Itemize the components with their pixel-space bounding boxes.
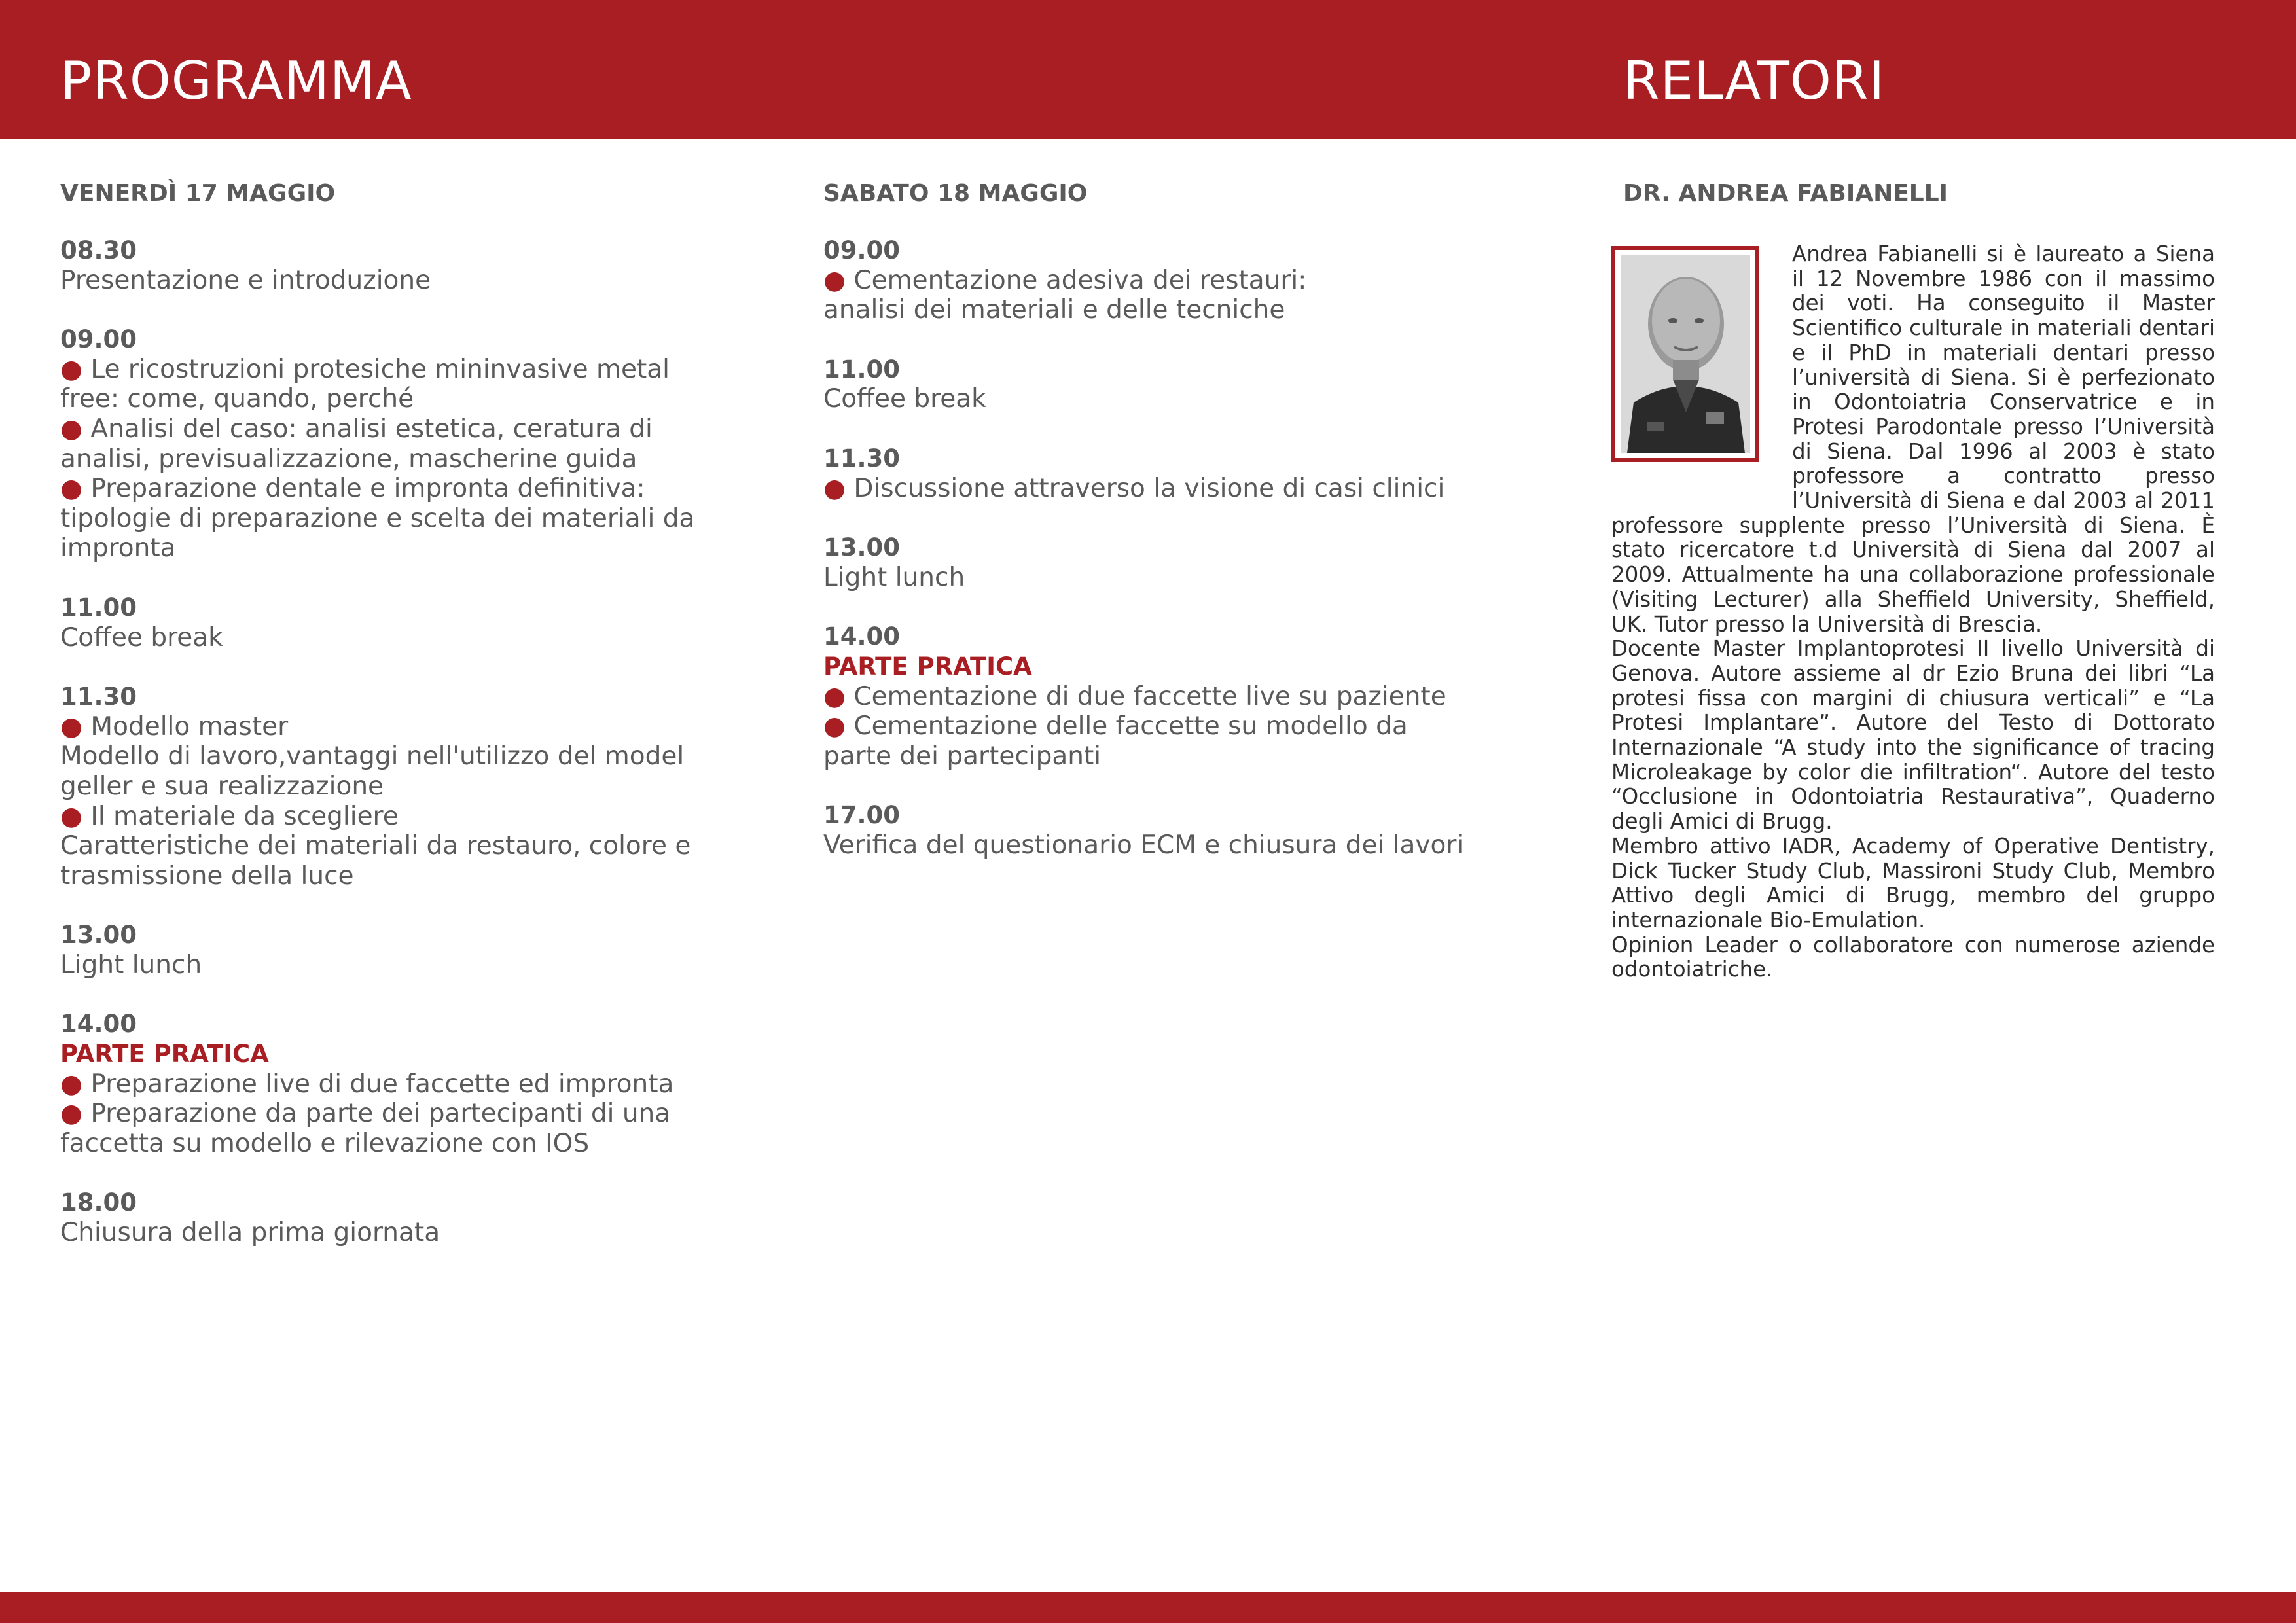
schedule-time: 11.00	[60, 593, 137, 622]
speaker-bio	[1611, 242, 2215, 982]
schedule-time: 08.30	[60, 236, 137, 264]
schedule-block	[60, 1009, 754, 1158]
schedule-line	[60, 1069, 754, 1099]
bullet-icon: ●	[60, 354, 83, 384]
saturday-schedule	[823, 175, 1517, 890]
schedule-line	[60, 474, 754, 504]
line-text: Analisi del caso: analisi estetica, ceratura di	[82, 414, 653, 444]
relatori-title: RELATORI	[1623, 50, 1886, 111]
line-text: Light lunch	[60, 950, 202, 980]
schedule-time: 18.00	[60, 1188, 137, 1217]
line-text: Preparazione dentale e impronta definitiva:	[82, 474, 645, 504]
schedule-line	[60, 950, 754, 980]
schedule-time: 11.00	[823, 355, 901, 383]
schedule-line	[60, 1099, 754, 1129]
line-text: analisi dei materiali e delle tecniche	[823, 295, 1285, 325]
line-text: Chiusura della prima giornata	[60, 1218, 440, 1248]
line-text: Modello di lavoro,vantaggi nell'utilizzo del model	[60, 741, 685, 772]
schedule-line	[60, 772, 754, 802]
line-text: Preparazione da parte dei partecipanti di una	[82, 1099, 671, 1129]
schedule-time: 17.00	[823, 801, 901, 830]
bullet-icon: ●	[60, 1099, 83, 1129]
schedule-line	[60, 1129, 754, 1159]
bio-paragraph: Membro attivo IADR, Academy of Operative Dentistry, Dick Tucker Study Club, Massironi Study Club, Membro Attivo degli Amici di Brugg, membro del gruppo internazionale Bio-Emulation.	[1611, 833, 2215, 933]
line-text: geller e sua realizzazione	[60, 771, 384, 801]
line-text: Preparazione live di due faccette ed impronta	[82, 1069, 674, 1099]
schedule-block	[823, 800, 1517, 860]
schedule-line	[60, 444, 754, 474]
line-text: PARTE PRATICA	[60, 1040, 269, 1069]
schedule-block	[823, 533, 1517, 592]
section-heading	[60, 1039, 754, 1069]
line-text: free: come, quando, perché	[60, 384, 414, 414]
schedule-block	[823, 236, 1517, 325]
line-text: parte dei partecipanti	[823, 741, 1102, 771]
schedule-line	[823, 682, 1517, 712]
schedule-line	[823, 474, 1517, 504]
line-text: Caratteristiche dei materiali da restauro, colore e	[60, 831, 691, 861]
bullet-icon: ●	[60, 711, 83, 741]
schedule-time: 09.00	[60, 325, 137, 354]
bullet-icon: ●	[60, 474, 83, 504]
footer-bar	[0, 1592, 2296, 1623]
line-text: Discussione attraverso la visione di casi clinici	[846, 473, 1445, 503]
schedule-line	[823, 563, 1517, 593]
line-text: Presentazione e introduzione	[60, 265, 431, 295]
schedule-block	[60, 1188, 754, 1247]
line-text: Coffee break	[823, 384, 986, 414]
schedule-block	[823, 444, 1517, 503]
schedule-line	[60, 533, 754, 563]
schedule-block	[60, 920, 754, 980]
schedule-blocks	[823, 236, 1517, 861]
speaker-name: DR. ANDREA FABIANELLI	[1623, 180, 1948, 207]
line-text: analisi, previsualizzazione, mascherine guida	[60, 444, 637, 474]
day-title: VENERDÌ 17 MAGGIO	[60, 180, 336, 207]
schedule-time: 14.00	[60, 1010, 137, 1039]
schedule-line	[60, 831, 754, 861]
schedule-block	[823, 622, 1517, 771]
schedule-block	[823, 355, 1517, 414]
programma-title: PROGRAMMA	[60, 50, 412, 111]
schedule-line	[60, 504, 754, 534]
schedule-line	[60, 712, 754, 742]
schedule-line	[823, 711, 1517, 741]
schedule-line	[823, 830, 1517, 861]
schedule-block	[60, 236, 754, 295]
section-heading	[823, 652, 1517, 682]
bullet-icon: ●	[60, 414, 83, 444]
bullet-icon: ●	[823, 711, 846, 741]
schedule-line	[60, 1218, 754, 1248]
schedule-line	[60, 266, 754, 296]
schedule-blocks	[60, 236, 754, 1248]
bio-paragraph: Andrea Fabianelli si è laureato a Siena il 12 Novembre 1986 con il massimo dei voti. Ha conseguito il Master Scientifico culturale in materiali dentari e il PhD in materiali dentari presso l’università di Siena. Si è perfezionato in Odontoiatria Conservatrice e in Protesi Parodontale presso l’Università di Siena. Dal 1996 al 2003 è stato professore a contratto presso l’Università di Siena e dal 2003 al 2011 professore supplente presso l’Università di Siena. È stato ricercatore t.d Università di Siena dal 2007 al 2009. Attualmente ha una collaborazione professionale (Visiting Lecturer) alla Sheffield University, Sheffield, UK. Tutor presso la Università di Brescia.	[1611, 241, 2215, 637]
schedule-line	[60, 414, 754, 444]
schedule-line	[60, 384, 754, 414]
line-text: Cementazione delle faccette su modello da	[846, 711, 1408, 741]
line-text: PARTE PRATICA	[823, 652, 1032, 681]
photo-float-spacer	[1611, 242, 1792, 490]
schedule-line	[60, 802, 754, 832]
schedule-line	[823, 384, 1517, 414]
bio-paragraph: Opinion Leader o collaboratore con numerose aziende odontoiatriche.	[1611, 932, 2215, 982]
bullet-icon: ●	[60, 801, 83, 831]
schedule-line	[60, 741, 754, 772]
schedule-line	[60, 861, 754, 891]
schedule-time: 13.00	[60, 921, 137, 950]
schedule-line	[823, 741, 1517, 772]
schedule-line	[60, 623, 754, 653]
schedule-block	[60, 593, 754, 652]
schedule-time: 09.00	[823, 236, 901, 264]
schedule-time: 11.30	[823, 444, 901, 473]
bio-paragraph: Docente Master Implantoprotesi II livello Università di Genova. Autore assieme al dr Ezio Bruna dei libri “La protesi fissa con margini di chiusura verticali” e “La Protesi Implantare”. Autore del Testo di Dottorato Internazionale “A study into the significance of tracing Microleakage by color die infiltration“. Autore del testo “Occlusione in Odontoiatria Restaurativa”, Quaderno degli Amici di Brugg.	[1611, 636, 2215, 834]
schedule-line	[60, 355, 754, 385]
line-text: Modello master	[82, 711, 289, 741]
bullet-icon: ●	[823, 681, 846, 711]
friday-schedule	[60, 175, 754, 1277]
bullet-icon: ●	[823, 473, 846, 503]
line-text: Light lunch	[823, 562, 965, 592]
line-text: Coffee break	[60, 622, 223, 652]
line-text: Le ricostruzioni protesiche mininvasive metal	[82, 354, 670, 384]
line-text: Il materiale da scegliere	[82, 801, 399, 831]
schedule-block	[60, 325, 754, 563]
line-text: Verifica del questionario ECM e chiusura dei lavori	[823, 830, 1464, 860]
bullet-icon: ●	[823, 265, 846, 295]
schedule-time: 14.00	[823, 622, 901, 651]
schedule-block	[60, 682, 754, 891]
line-text: impronta	[60, 533, 176, 563]
schedule-line	[823, 266, 1517, 296]
schedule-line	[823, 295, 1517, 325]
bullet-icon: ●	[60, 1069, 83, 1099]
schedule-time: 13.00	[823, 533, 901, 562]
line-text: faccetta su modello e rilevazione con IOS	[60, 1128, 590, 1158]
line-text: Cementazione di due faccette live su paziente	[846, 681, 1446, 711]
line-text: tipologie di preparazione e scelta dei materiali da	[60, 503, 695, 533]
line-text: trasmissione della luce	[60, 861, 354, 891]
day-title: SABATO 18 MAGGIO	[823, 180, 1088, 207]
line-text: Cementazione adesiva dei restauri:	[846, 265, 1307, 295]
schedule-time: 11.30	[60, 683, 137, 711]
